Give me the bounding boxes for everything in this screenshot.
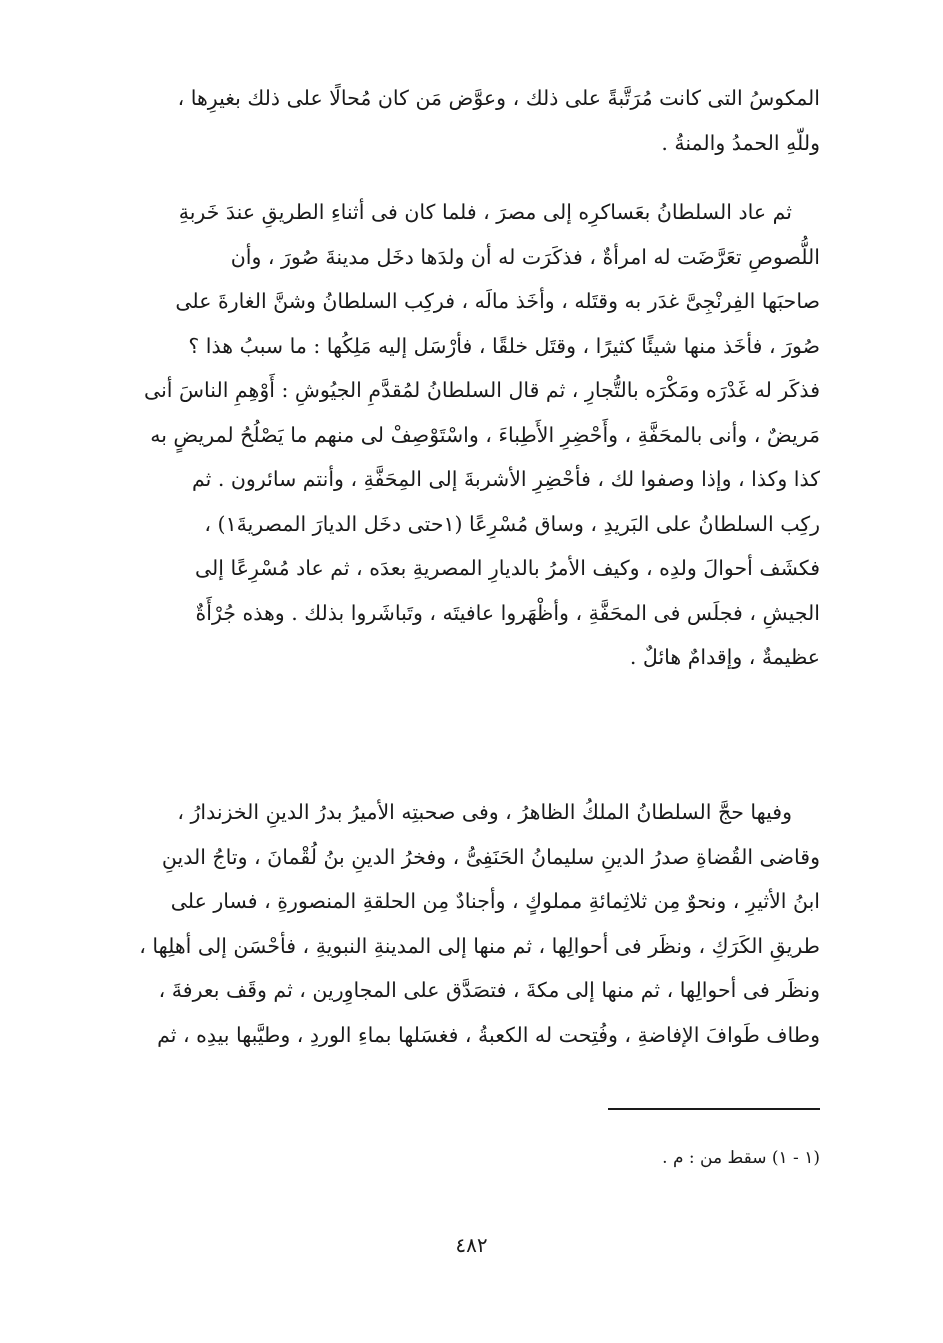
text-line: وفيها حجَّ السلطانُ الملكُ الظاهرُ ، وفى صحبتِه الأميرُ بدرُ الدينِ الخزندارُ ، <box>177 800 792 824</box>
paragraph-1 <box>104 76 820 165</box>
text-line: صاحبَها الفِرنْجِىَّ غدَر به وقتَله ، وأخَذ مالَه ، فركِب السلطانُ وشنَّ الغارةَ على <box>175 289 820 313</box>
text-line: طريقِ الكَرَكِ ، ونظَر فى أحوالِها ، ثم منها إلى المدينةِ النبويةِ ، فأحْسَن إلى أهلِها ، <box>139 933 820 958</box>
paragraph-2 <box>104 190 820 769</box>
text-line <box>104 724 820 769</box>
text-line: المكوسُ التى كانت مُرَتَّبةً على ذلك ، وعوَّض مَن كان مُحالًا على ذلك بغيرِها ، <box>177 86 820 110</box>
paragraph-3 <box>104 790 820 1057</box>
text-line: ثم عاد السلطانُ بعَساكرِه إلى مصرَ ، فلما كان فى أثناءِ الطريقِ عندَ خَربةِ <box>178 200 792 224</box>
text-line: الجيشِ ، فجلَس فى المحَفَّةِ ، وأظْهَروا عافيتَه ، وتَباشَروا بذلك . وهذه جُرْأَةٌ <box>195 600 820 625</box>
text-line: صُورَ ، فأخَذ منها شيئًا كثيرًا ، وقتَل خلقًا ، فأرْسَل إليه مَلِكُها : ما سببُ هذا ؟ <box>188 333 820 358</box>
text-line: عظيمةٌ ، وإقدامٌ هائلٌ . <box>629 645 820 669</box>
footnote-divider <box>608 1108 820 1110</box>
text-line: فذكَر له غَدْرَه ومَكْرَه بالتُّجارِ ، ثم قال السلطانُ لمُقدَّمِ الجيُوشِ : أَوْهِمِ الناسَ أنى <box>143 378 820 402</box>
text-line: وطاف طَوافَ الإفاضةِ ، وفُتِحت له الكعبةُ ، فغسَلها بماءِ الوردِ ، وطيَّبها بيدِه ، ثم <box>157 1022 820 1047</box>
text-line: مَريضٌ ، وأنى بالمحَفَّةِ ، وأَحْضِرِ الأَطِباءَ ، واسْتَوْصِفْ لى منهم ما يَصْلُحُ لمريضٍ به <box>150 422 820 447</box>
text-line: ابنُ الأثيرِ ، ونحوٌ مِن ثلاثِمائةِ مملوكٍ ، وأجنادٌ مِن الحلقةِ المنصورةِ ، فسار على <box>170 889 820 913</box>
text-line: ركِب السلطانُ على البَريدِ ، وساق مُسْرِعًا (١حتى دخَل الديارَ المصريةَ١) ، <box>204 511 820 536</box>
text-line: كذا وكذا ، وإذا وصفوا لك ، فأحْضِرِ الأشربةَ إلى المِحَفَّةِ ، وأنتم سائرون . ثم <box>191 467 820 491</box>
text-line: وللّهِ الحمدُ والمنةُ . <box>661 130 820 155</box>
text-line <box>104 680 820 725</box>
text-line: ونظَر فى أحوالِها ، ثم منها إلى مكةَ ، فتصَدَّق على المجاوِرين ، ثم وقَف بعرفةَ ، <box>158 978 820 1002</box>
text-line: وقاضى القُضاةِ صدرُ الدينِ سليمانُ الحَنَفِىُّ ، وفخرُ الدينِ بنُ لُقْمانَ ، وتاجُ الدينِ <box>161 844 820 869</box>
footnote: (١ - ١) سقط من : م . <box>662 1148 820 1168</box>
text-line: اللُّصوصِ تعَرَّضَت له امرأةٌ ، فذكَرَت له أن ولدَها دخَل مدينةَ صُورَ ، وأن <box>230 244 820 269</box>
text-line: فكشَف أحوالَ ولدِه ، وكيف الأمرُ بالديارِ المصريةِ بعدَه ، ثم عاد مُسْرِعًا إلى <box>194 556 820 580</box>
page-number: ٤٨٢ <box>455 1233 488 1257</box>
